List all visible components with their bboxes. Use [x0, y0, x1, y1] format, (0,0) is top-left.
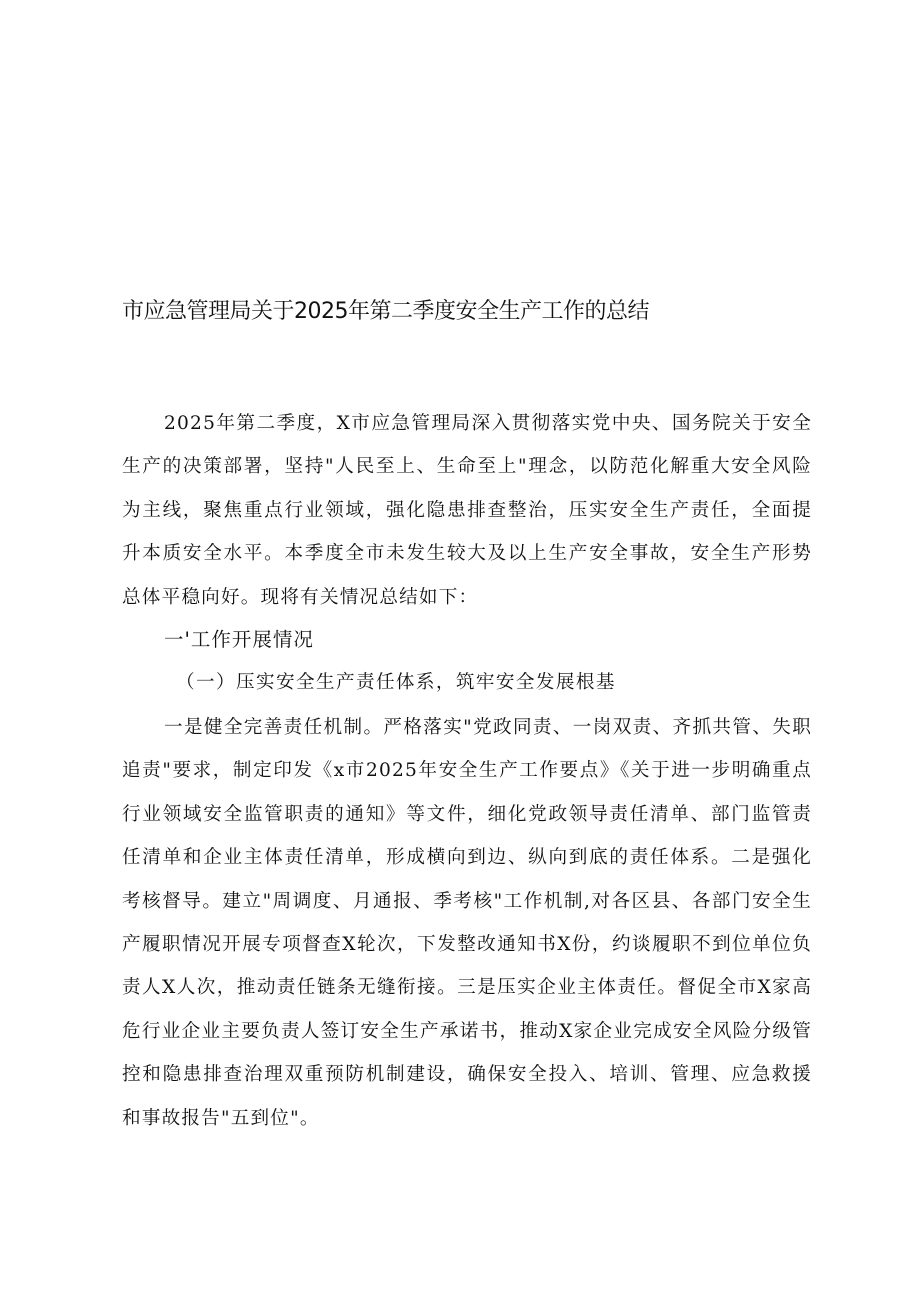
subsection-heading-responsibility: （一）压实安全生产责任体系，筑牢安全发展根基	[176, 672, 616, 693]
section-heading-work-progress: 一'工作开展情况	[164, 628, 314, 651]
intro-paragraph: 2025年第二季度，X市应急管理局深入贯彻落实党中央、国务院关于安全生产的决策部署，坚持"人民至上、生命至上"理念，以防范化解重大安全风险为主线，聚焦重点行业领域，强化隐患排查整治，压实安全生产责任，全面提升本质安全水平。本季度全市未发生较大及以上生产安全事故，安全生产形势总体平稳向好。现将有关情况总结如下：	[122, 413, 812, 608]
document-title: 市应急管理局关于2025年第二季度安全生产工作的总结	[122, 299, 649, 324]
responsibility-paragraph: 一是健全完善责任机制。严格落实"党政同责、一岗双责、齐抓共管、失职追责"要求，制定印发《x市2025年安全生产工作要点》《关于进一步明确重点行业领域安全监管职责的通知》等文件，细化党政领导责任清单、部门监管责任清单和企业主体责任清单，形成横向到边、纵向到底的责任体系。二是强化考核督导。建立"周调度、月通报、季考核"工作机制,对各区县、各部门安全生产履职情况开展专项督查X轮次，下发整改通知书X份，约谈履职不到位单位负责人X人次，推动责任链条无缝衔接。三是压实企业主体责任。督促全市X家高危行业企业主要负责人签订安全生产承诺书，推动X家企业完成安全风险分级管控和隐患排查治理双重预防机制建设，确保安全投入、培训、管理、应急救援和事故报告"五到位"。	[122, 717, 812, 1129]
